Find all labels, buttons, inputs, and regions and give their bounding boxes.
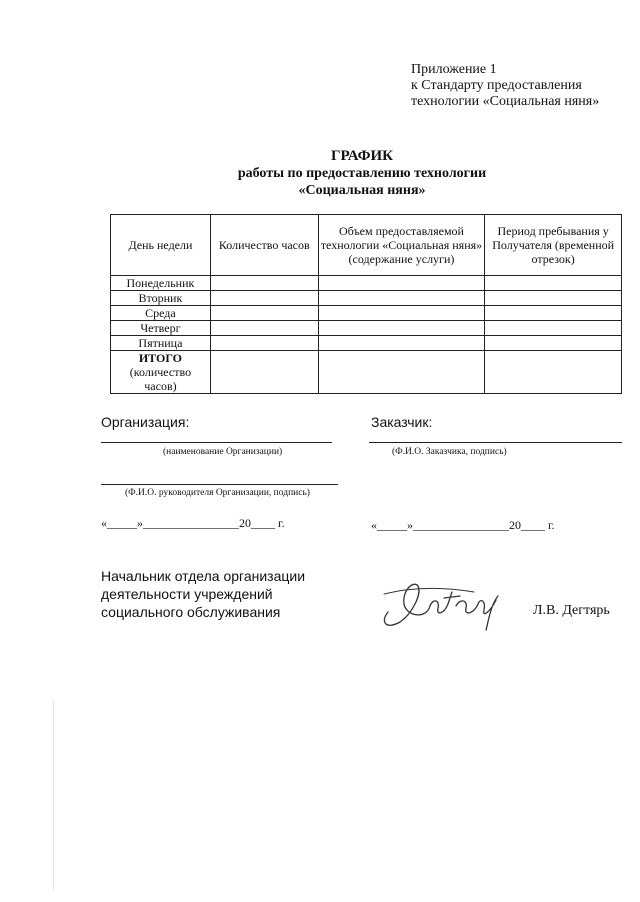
total-label: ИТОГО — [138, 351, 183, 365]
hours-cell[interactable] — [210, 291, 318, 306]
hours-cell[interactable] — [210, 306, 318, 321]
table-row — [111, 336, 622, 351]
title-line-3: «Социальная няня» — [298, 183, 426, 198]
header-period: Период пребывания у Получателя (временной отрезок) — [485, 215, 622, 276]
total-hours-cell[interactable] — [210, 351, 318, 394]
signer-position — [101, 567, 305, 621]
organization-name-line[interactable] — [101, 442, 332, 443]
organization-head-line[interactable] — [101, 484, 338, 485]
total-sublabel: (количество часов) — [129, 365, 192, 393]
customer-caption: (Ф.И.О. Заказчика, подпись) — [392, 447, 507, 457]
customer-label: Заказчик: — [371, 414, 433, 430]
handwritten-signature — [378, 572, 513, 632]
day-cell: Понедельник — [111, 276, 211, 291]
appendix-note — [411, 62, 599, 110]
appendix-line-2: к Стандарту предоставления — [411, 78, 582, 93]
volume-cell[interactable] — [318, 336, 485, 351]
period-cell[interactable] — [485, 276, 622, 291]
customer-date: «_____»________________20____ г. — [371, 518, 555, 532]
signer-line-2: деятельности учреждений — [101, 586, 273, 602]
header-day: День недели — [111, 215, 211, 276]
period-cell[interactable] — [485, 336, 622, 351]
header-volume: Объем предоставляемой технологии «Социальная няня» (содержание услуги) — [318, 215, 485, 276]
period-cell[interactable] — [485, 321, 622, 336]
table-row — [111, 321, 622, 336]
day-cell: Пятница — [111, 336, 211, 351]
volume-cell[interactable] — [318, 276, 485, 291]
total-cell — [111, 351, 211, 394]
volume-cell[interactable] — [318, 291, 485, 306]
organization-head-caption: (Ф.И.О. руководителя Организации, подпись) — [125, 488, 310, 498]
total-volume-cell[interactable] — [318, 351, 485, 394]
organization-date: «_____»________________20____ г. — [101, 516, 285, 530]
volume-cell[interactable] — [318, 321, 485, 336]
header-hours: Количество часов — [210, 215, 318, 276]
scan-margin-line — [53, 700, 54, 890]
table-row — [111, 306, 622, 321]
day-cell: Среда — [111, 306, 211, 321]
table-row — [111, 276, 622, 291]
period-cell[interactable] — [485, 306, 622, 321]
period-cell[interactable] — [485, 291, 622, 306]
table-row — [111, 291, 622, 306]
day-cell: Вторник — [111, 291, 211, 306]
signer-line-1: Начальник отдела организации — [101, 568, 306, 584]
customer-name-line[interactable] — [369, 442, 622, 443]
total-row — [111, 351, 622, 394]
title-line-1: ГРАФИК — [330, 148, 394, 164]
organization-name-caption: (наименование Организации) — [163, 447, 283, 457]
document-title — [0, 148, 640, 199]
hours-cell[interactable] — [210, 321, 318, 336]
organization-label: Организация: — [101, 414, 190, 430]
day-cell: Четверг — [111, 321, 211, 336]
appendix-line-1: Приложение 1 — [411, 62, 497, 77]
title-line-2: работы по предоставлению технологии — [237, 166, 487, 181]
signer-line-3: социального обслуживания — [101, 604, 281, 620]
schedule-table — [110, 214, 622, 394]
hours-cell[interactable] — [210, 336, 318, 351]
appendix-line-3: технологии «Социальная няня» — [411, 94, 600, 109]
table-header-row — [111, 215, 622, 276]
volume-cell[interactable] — [318, 306, 485, 321]
signer-name: Л.В. Дегтярь — [533, 603, 610, 618]
hours-cell[interactable] — [210, 276, 318, 291]
total-period-cell[interactable] — [485, 351, 622, 394]
